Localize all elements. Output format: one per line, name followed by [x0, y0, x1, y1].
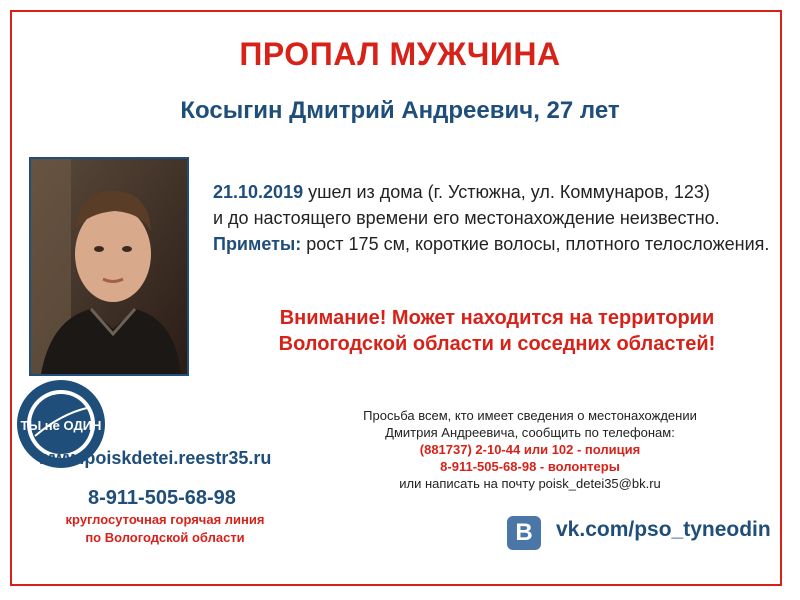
police-phone: (881737) 2-10-44 или 102 - полиция: [419, 442, 641, 457]
poster-title: ПРОПАЛ МУЖЧИНА: [239, 36, 561, 72]
vk-link[interactable]: vk.com/pso_tyneodin: [556, 518, 771, 541]
missing-status: и до настоящего времени его местонахождение неизвестно.: [213, 208, 720, 228]
person-photo-placeholder: [31, 159, 187, 374]
vk-icon: В: [507, 516, 541, 550]
contact-request: [320, 407, 740, 492]
missing-location: ушел из дома (г. Устюжна, ул. Коммунаров, 123): [303, 182, 710, 202]
request-line-1: Просьба всем, кто имеет сведения о местонахождении: [363, 408, 697, 423]
website-link[interactable]: www.poiskdetei.reestr35.ru: [38, 448, 272, 468]
missing-person-name: Косыгин Дмитрий Андреевич, 27 лет: [180, 97, 620, 124]
email-line: или написать на почту poisk_detei35@bk.ru: [399, 476, 661, 491]
volunteer-phone: 8-911-505-68-98 - волонтеры: [440, 459, 620, 474]
missing-date: 21.10.2019: [213, 182, 304, 202]
hotline-phone: 8-911-505-68-98: [88, 487, 236, 509]
logo-text: ТЫ не ОДИН: [20, 418, 102, 433]
warning-line-1: Внимание! Может находится на территории: [279, 307, 715, 329]
warning-line-2: Вологодской области и соседних областей!: [278, 333, 716, 355]
hotline-caption: [40, 511, 290, 547]
attention-warning: [212, 305, 782, 357]
signs-label: Приметы:: [213, 234, 302, 254]
signs-text: рост 175 см, короткие волосы, плотного телосложения.: [301, 234, 770, 254]
hotline-line-1: круглосуточная горячая линия: [65, 512, 265, 527]
missing-person-photo: [29, 157, 189, 376]
missing-info-text: [213, 179, 783, 257]
hotline-line-2: по Вологодской области: [85, 530, 245, 545]
request-line-2: Дмитрия Андреевича, сообщить по телефонам:: [385, 425, 675, 440]
